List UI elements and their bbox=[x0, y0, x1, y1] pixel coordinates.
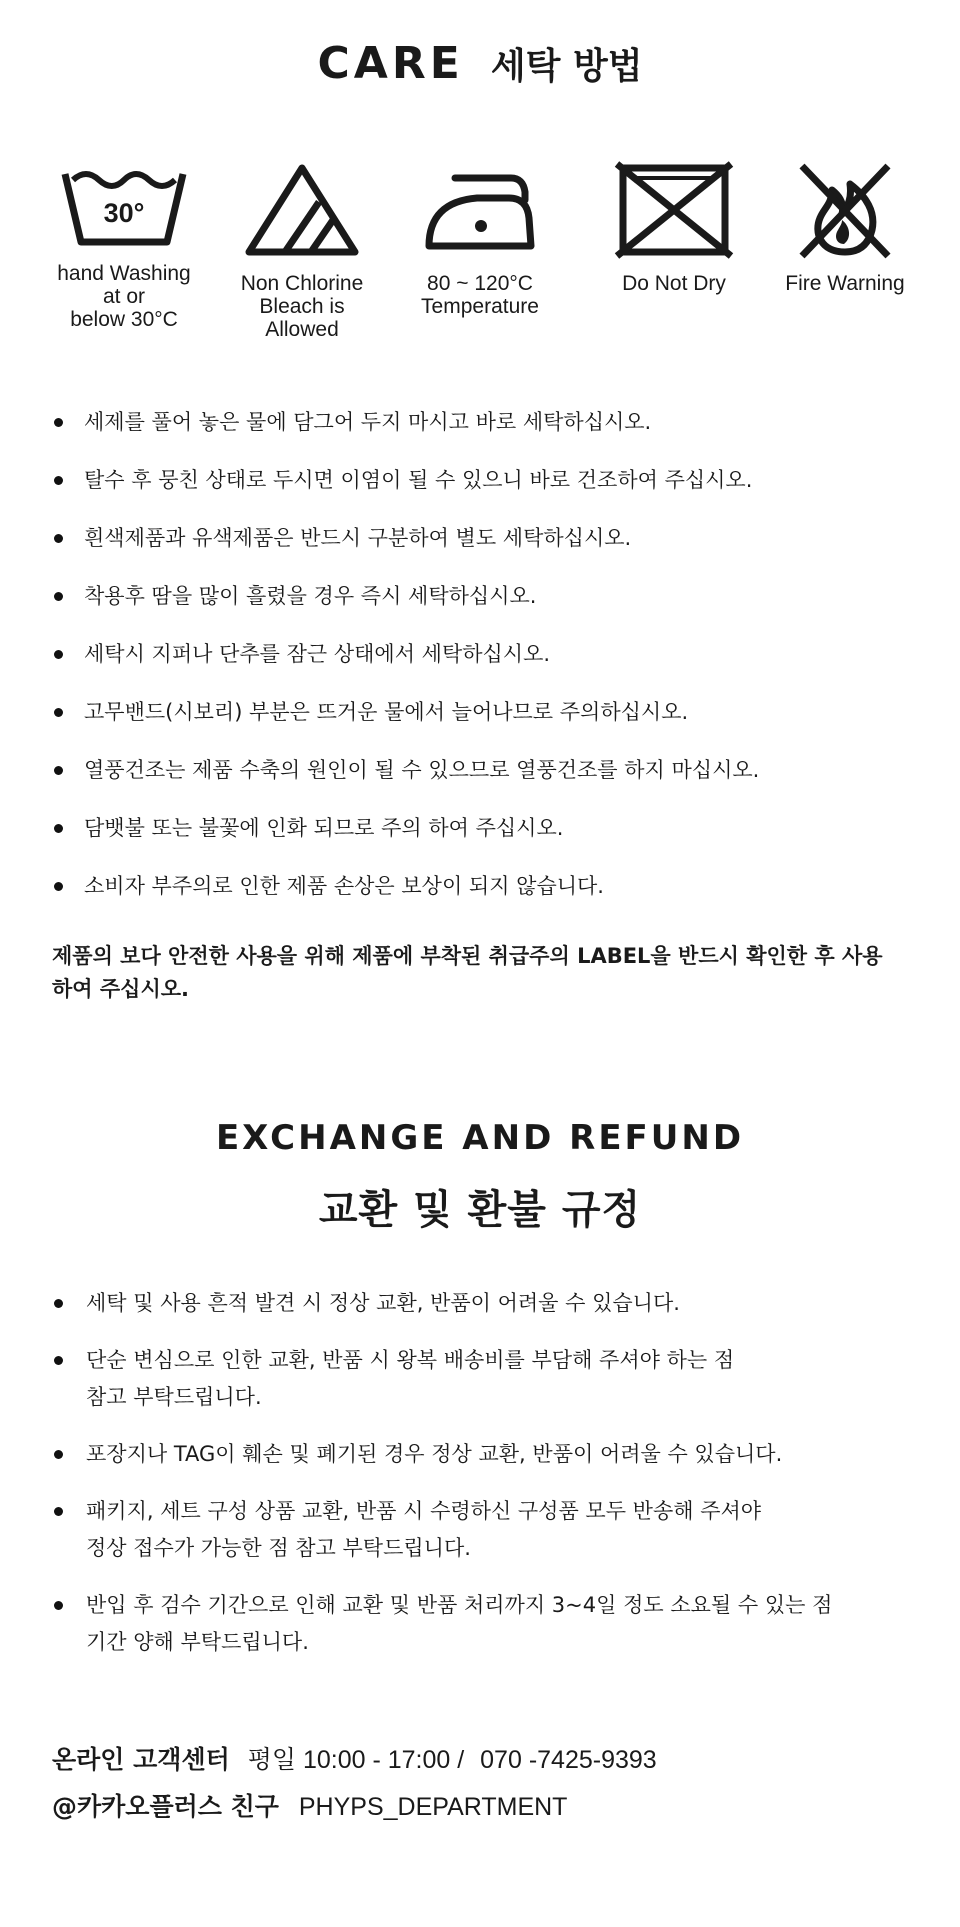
list-item: 열풍건조는 제품 수축의 원인이 될 수 있으므로 열풍건조를 하지 마십시오. bbox=[52, 755, 932, 813]
kakao-row bbox=[52, 1783, 932, 1830]
list-item: 흰색제품과 유색제품은 반드시 구분하여 별도 세탁하십시오. bbox=[52, 523, 932, 581]
fire-warning-icon bbox=[780, 160, 910, 260]
care-icon-hand-wash bbox=[34, 160, 214, 331]
exchange-title-en: EXCHANGE AND REFUND bbox=[215, 1118, 745, 1158]
care-icon-bleach bbox=[212, 160, 392, 341]
iron-temperature-icon bbox=[415, 160, 545, 260]
kakao-plus-label: @카카오플러스 친구 bbox=[52, 1792, 279, 1821]
icon-label-iron: 80 ~ 120°C Temperature bbox=[421, 272, 539, 318]
care-icon-iron bbox=[390, 160, 570, 318]
list-item: 세제를 풀어 놓은 물에 담그어 두지 마시고 바로 세탁하십시오. bbox=[52, 407, 932, 465]
care-title-ko: 세탁 방법 bbox=[490, 46, 643, 87]
bullet-dot bbox=[54, 824, 63, 833]
bullet-dot bbox=[54, 1601, 63, 1610]
list-item: 고무밴드(시보리) 부분은 뜨거운 물에서 늘어나므로 주의하십시오. bbox=[52, 697, 932, 755]
icon-label-fire-warning: Fire Warning bbox=[785, 272, 905, 295]
business-hours: 평일 10:00 - 17:00 / bbox=[247, 1746, 465, 1774]
list-item: 소비자 부주의로 인한 제품 손상은 보상이 되지 않습니다. bbox=[52, 871, 932, 929]
list-item: 단순 변심으로 인한 교환, 반품 시 왕복 배송비를 부담해 주셔야 하는 점 참고 부탁드립니다. bbox=[52, 1342, 932, 1416]
hand-wash-30-icon bbox=[59, 160, 189, 250]
list-item: 세탁시 지퍼나 단추를 잠근 상태에서 세탁하십시오. bbox=[52, 639, 932, 697]
customer-center-row bbox=[52, 1736, 932, 1783]
exchange-policy-list bbox=[52, 1285, 932, 1681]
kakao-id[interactable]: PHYPS_DEPARTMENT bbox=[298, 1793, 568, 1821]
icon-label-do-not-dry: Do Not Dry bbox=[622, 272, 726, 295]
bullet-dot bbox=[54, 650, 63, 659]
care-heading bbox=[0, 38, 960, 89]
bullet-dot bbox=[54, 592, 63, 601]
bullet-dot bbox=[54, 1356, 63, 1365]
care-icon-fire-warning bbox=[755, 160, 935, 295]
bullet-dot bbox=[54, 882, 63, 891]
exchange-title-ko: 교환 및 환불 규정 bbox=[318, 1187, 642, 1233]
bullet-dot bbox=[54, 1450, 63, 1459]
care-label-notice: 제품의 보다 안전한 사용을 위해 제품에 부착된 취급주의 LABEL을 반드시 확인한 후 사용하여 주십시오. bbox=[52, 944, 883, 1001]
list-item: 착용후 땀을 많이 흘렸을 경우 즉시 세탁하십시오. bbox=[52, 581, 932, 639]
non-chlorine-bleach-icon bbox=[237, 160, 367, 260]
list-item: 세탁 및 사용 흔적 발견 시 정상 교환, 반품이 어려울 수 있습니다. bbox=[52, 1285, 932, 1322]
bullet-dot bbox=[54, 708, 63, 717]
care-icon-do-not-dry bbox=[584, 160, 764, 295]
bullet-dot bbox=[54, 418, 63, 427]
list-item: 탈수 후 뭉친 상태로 두시면 이염이 될 수 있으니 바로 건조하여 주십시오. bbox=[52, 465, 932, 523]
customer-center-label: 온라인 고객센터 bbox=[52, 1745, 230, 1774]
icon-label-hand-wash: hand Washing at or below 30°C bbox=[57, 262, 191, 331]
list-item: 포장지나 TAG이 훼손 및 폐기된 경우 정상 교환, 반품이 어려울 수 있습니다. bbox=[52, 1436, 932, 1473]
care-title-en: CARE bbox=[317, 38, 464, 89]
care-icons-row bbox=[0, 160, 960, 360]
bullet-dot bbox=[54, 766, 63, 775]
bullet-dot bbox=[54, 534, 63, 543]
list-item: 패키지, 세트 구성 상품 교환, 반품 시 수령하신 구성품 모두 반송해 주셔야 정상 접수가 가능한 점 참고 부탁드립니다. bbox=[52, 1493, 932, 1567]
phone-number[interactable]: 070 -7425-9393 bbox=[480, 1746, 657, 1774]
bullet-dot bbox=[54, 1507, 63, 1516]
customer-center-info bbox=[52, 1736, 932, 1830]
list-item: 반입 후 검수 기간으로 인해 교환 및 반품 처리까지 3~4일 정도 소요될 수 있는 점 기간 양해 부탁드립니다. bbox=[52, 1587, 932, 1661]
icon-label-bleach: Non Chlorine Bleach is Allowed bbox=[240, 272, 364, 341]
bullet-dot bbox=[54, 1299, 63, 1308]
do-not-dry-icon bbox=[609, 160, 739, 260]
list-item: 담뱃불 또는 불꽃에 인화 되므로 주의 하여 주십시오. bbox=[52, 813, 932, 871]
bullet-dot bbox=[54, 476, 63, 485]
wash-temperature-text: 30° bbox=[103, 198, 145, 228]
care-instructions-list bbox=[52, 407, 932, 929]
